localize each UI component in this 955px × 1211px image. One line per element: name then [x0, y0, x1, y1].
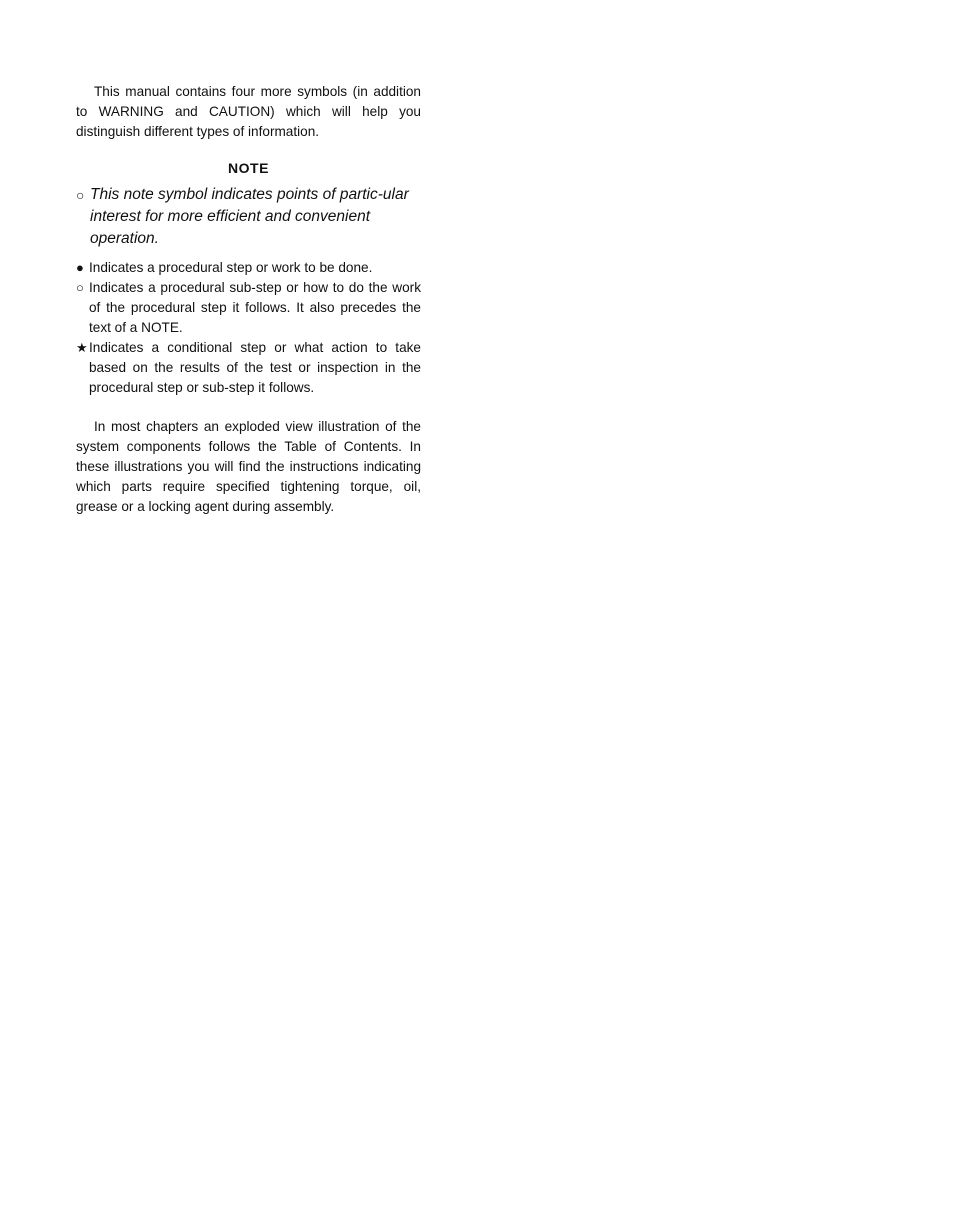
closing-text: In most chapters an exploded view illustration of the system components follows the Table of Contents. In these illustrations you will find the instructions indicating which parts require specified tightening torque, oil, grease or a locking agent during assembly. — [76, 419, 421, 514]
note-paragraph — [76, 184, 421, 250]
intro-text: This manual contains four more symbols (in addition to WARNING and CAUTION) which will help you distinguish different types of information. — [76, 84, 421, 139]
symbol-item-open-circle — [76, 278, 421, 338]
open-circle-icon: ○ — [76, 187, 85, 203]
intro-paragraph — [76, 82, 421, 142]
closing-paragraph — [76, 417, 421, 517]
page-column — [76, 82, 421, 517]
symbol-item-filled-circle — [76, 258, 421, 278]
filled-circle-icon: ● — [76, 260, 84, 275]
section-spacer — [76, 398, 421, 417]
note-heading: NOTE — [228, 160, 269, 176]
note-text: This note symbol indicates points of partic-ular interest for more efficient and convenient operation. — [90, 186, 409, 247]
symbol-item-text: Indicates a procedural step or work to be done. — [89, 260, 373, 275]
symbol-item-star — [76, 338, 421, 398]
symbol-item-text: Indicates a conditional step or what action to take based on the results of the test or inspection in the procedural step or sub-step it follows. — [89, 340, 421, 395]
symbol-item-text: Indicates a procedural sub-step or how to do the work of the procedural step it follows. It also precedes the text of a NOTE. — [89, 280, 421, 335]
star-icon: ★ — [76, 340, 88, 355]
open-circle-icon: ○ — [76, 280, 84, 295]
